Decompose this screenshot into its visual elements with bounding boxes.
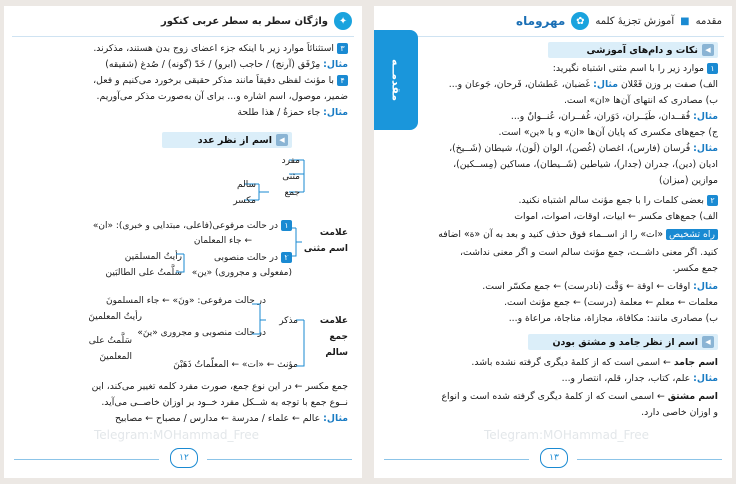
text: در حالت منصوبی — [214, 253, 278, 263]
example-line — [384, 142, 718, 156]
text: استثنائاً موارد زیر با اینکه جزء اعضای زوج بدن هستند، مذکرند. — [93, 43, 334, 54]
watermark: Telegram:MOHammad_Free — [484, 428, 650, 442]
brand-name: مهروماه — [516, 14, 566, 28]
text: جاء حمزةُ / هذا طلحة — [237, 107, 321, 118]
text: غَضبان، عَطشان، فَرحان، جَوعان و... — [448, 79, 591, 90]
text: اوقات ← اوقة ← وَقْت (نادرست) ← جمع مکسّر است. — [482, 281, 691, 292]
jam-title2: جمع — [329, 332, 348, 342]
text: جمع مکسر ← در این نوع جمع، صورت مفرد کلمه تغییر می‌کند، این — [91, 381, 348, 392]
term: اسم مشتق — [667, 391, 718, 402]
text: موارد زیر را با اسم مثنی اشتباه نگیرید: — [552, 63, 704, 74]
right-page — [374, 6, 732, 478]
watermark: Telegram:MOHammad_Free — [94, 428, 260, 442]
jam-title: علامت — [319, 316, 348, 326]
jam-title3: سالم — [325, 348, 348, 358]
tip-badge: راه تشخیص — [666, 229, 718, 240]
mothanna-title2: اسم مثنی — [303, 244, 348, 254]
text: ← اسمی است که از کلمهٔ دیگری گرفته شده است و انواع — [441, 391, 665, 402]
tree-jam: جمع — [284, 188, 300, 198]
section-heading — [162, 132, 292, 148]
tree-mokassar: مکسر — [233, 196, 256, 206]
header-divider — [382, 36, 724, 37]
example-line — [14, 58, 348, 72]
text: فُرسان (فارس)، اغصان (غُصن)، الوان (لَون)، شیطان (شَــیخ)، — [449, 143, 691, 154]
right-header — [384, 10, 722, 32]
jam-branch: در حالت مرفوعی: «ونَ» ← جاء المسلمونَ — [105, 296, 266, 306]
text-line — [14, 42, 348, 56]
jam-branch: در حالت منصوبی و مجروری «ینَ» — [137, 328, 266, 338]
footer-divider — [14, 459, 159, 460]
header-title: آموزش تجزیهٔ کلمه — [595, 15, 675, 27]
header-section: مقدمه — [695, 15, 722, 27]
example-label: مثال: — [323, 413, 348, 424]
jam-example: رأیتُ المعلمینَ — [88, 312, 142, 322]
text-line — [426, 78, 718, 92]
example-line — [14, 412, 348, 426]
text-line: ب) مصادری مانند: مکافاة، مجازاة، مناجاة، مراعاة و... — [508, 313, 718, 324]
text-line: و اوزان خاصی دارد. — [641, 407, 718, 418]
header-divider — [12, 36, 354, 37]
mothanna-title: علامت — [319, 228, 348, 238]
left-header — [14, 10, 352, 32]
section-heading — [548, 42, 718, 58]
text-line: معلمات ← معلم ← معلمة (درست) ← جمع مؤنث است. — [504, 297, 718, 308]
item-number: ۱ — [281, 220, 292, 231]
book-logo-icon: ✦ — [334, 12, 352, 30]
text-line — [384, 228, 718, 242]
text-line: ب) مصادری که انتهای آن‌ها «ان» است. — [563, 95, 718, 106]
text-line: موازین (میزان) — [658, 175, 718, 186]
text-line — [426, 62, 718, 76]
text: عالم ← علماء / مدرسة ← مدارس / مصباح ← مصابیح — [115, 413, 321, 424]
left-page — [4, 6, 362, 478]
footer-divider — [384, 459, 529, 460]
example-label: مثال: — [693, 111, 718, 122]
text: علم، کتاب، جدار، قلم، انتصار و... — [561, 373, 691, 384]
mothanna-example: رأیتُ المسلمَین — [124, 252, 182, 262]
tree-mofrad: مفرد — [281, 156, 300, 166]
tree-salem: سالم — [236, 180, 256, 190]
item-number: ۳ — [337, 43, 348, 54]
mothanna-example: سَلَّمتُ علی الطالبَین — [105, 268, 182, 278]
tree-mothanna: مثنی — [282, 172, 300, 182]
footer-divider — [577, 459, 722, 460]
text-line: الف) جمع‌های مکسر ← ابیات، اوقات، اصوات، اموات — [514, 211, 718, 222]
text: فُقــدان، طَیَــران، دَوَران، غُفــران، عُنــوانٌ و... — [510, 111, 691, 122]
text-line: نــوع جمع با توجه به شــکل مفرد خــود بر اوزان خاصــی می‌آید. — [101, 397, 348, 408]
item-number: ۴ — [337, 75, 348, 86]
jam-moannas-line: مؤنث ← «ات» ← المعلّماتُ ذَهَبْنَ — [173, 360, 298, 370]
example-label: مثال: — [323, 107, 348, 118]
text-line: ادیان (دین)، جدران (جدار)، شیاطین (شَــیطان)، مساکین (مِســکین)، — [453, 159, 718, 170]
jam-example: سَلَّمتُ علی — [88, 336, 132, 346]
text-line: ج) جمع‌های مکسری که پایان آن‌ها «ان» و یا «ین» است. — [498, 127, 718, 138]
example-label: مثال: — [693, 143, 718, 154]
example-line — [14, 106, 348, 120]
triangle-icon: ◀ — [702, 44, 714, 56]
example-line — [426, 110, 718, 124]
item-number: ۱ — [707, 63, 718, 74]
jam-mozakkar: مذکر — [279, 316, 298, 326]
text: مِرْفَق (آرنج) / حاجب (ابرو) / خَدّ (گونه) / صُدغ (شقیقه) — [105, 59, 321, 70]
text: بعضی کلمات را با جمع مؤنث سالم اشتباه نکنید. — [518, 195, 704, 206]
butterfly-logo-icon: ✿ — [571, 12, 589, 30]
mothanna-branch: (مفعولی و مجروری) «ین» — [191, 268, 292, 278]
example-line — [384, 280, 718, 294]
square-bullet-icon: ■ — [680, 15, 690, 27]
example-label: مثال: — [593, 79, 618, 90]
jam-tree-lines — [4, 296, 362, 376]
text-line — [384, 356, 718, 370]
page-number: ۱۳ — [540, 448, 568, 468]
example-label: مثال: — [693, 281, 718, 292]
text-line — [384, 194, 718, 208]
text-line: ضمیر، موصول، اسم اشاره و... برای آن به‌صورت مذکر می‌آوریم. — [96, 91, 348, 102]
mothanna-tree-lines — [4, 220, 362, 280]
section-title: اسم از نظر عدد — [197, 134, 272, 146]
text-line — [14, 74, 348, 88]
text: در حالت مرفوعی(فاعلی، مبتدایی و خبری): «ان» — [92, 221, 278, 231]
footer-divider — [207, 459, 352, 460]
example-line — [384, 372, 718, 386]
item-number: ۲ — [707, 195, 718, 206]
text-line: کنید. اگر معنی داشــت، جمع مؤنث سالم است و اگر معنی نداشت، — [460, 247, 718, 258]
section-heading — [528, 334, 718, 350]
item-number: ۲ — [281, 252, 292, 263]
triangle-icon: ◀ — [702, 336, 714, 348]
left-header-title: واژگان سطر به سطر عربی کنکور — [161, 15, 328, 27]
text: با مؤنث لفظی دقیقاً مانند مذکر حقیقی برخورد می‌کنیم و فعل، — [93, 75, 334, 86]
triangle-icon: ◀ — [276, 134, 288, 146]
mothanna-example: ← جاء المعلمان — [193, 236, 252, 246]
text: ← اسمی است که از کلمهٔ دیگری گرفته نشده باشد. — [471, 357, 671, 368]
term: اسم جامد — [673, 357, 718, 368]
text-line: جمع مکسر. — [672, 263, 718, 274]
number-tree-lines — [4, 154, 362, 214]
page-number: ۱۲ — [170, 448, 198, 468]
example-label: مثال: — [323, 59, 348, 70]
section-title: اسم از نظر جامد و مشتق بودن — [552, 336, 698, 348]
text: «ات» را از اســماء فوق حذف کنید و بعد به آن «ة» اضافه — [438, 229, 664, 240]
section-title: نکات و دام‌های آموزشی — [586, 44, 698, 56]
text: الف) صفت بر وزن فَعْلان — [620, 79, 718, 90]
jam-example: المعلمینَ — [99, 352, 132, 362]
text-line — [14, 380, 348, 394]
side-tab-label: مقدمــه — [389, 58, 403, 102]
text-line — [384, 390, 718, 404]
example-label: مثال: — [693, 373, 718, 384]
side-tab[interactable] — [374, 30, 418, 130]
